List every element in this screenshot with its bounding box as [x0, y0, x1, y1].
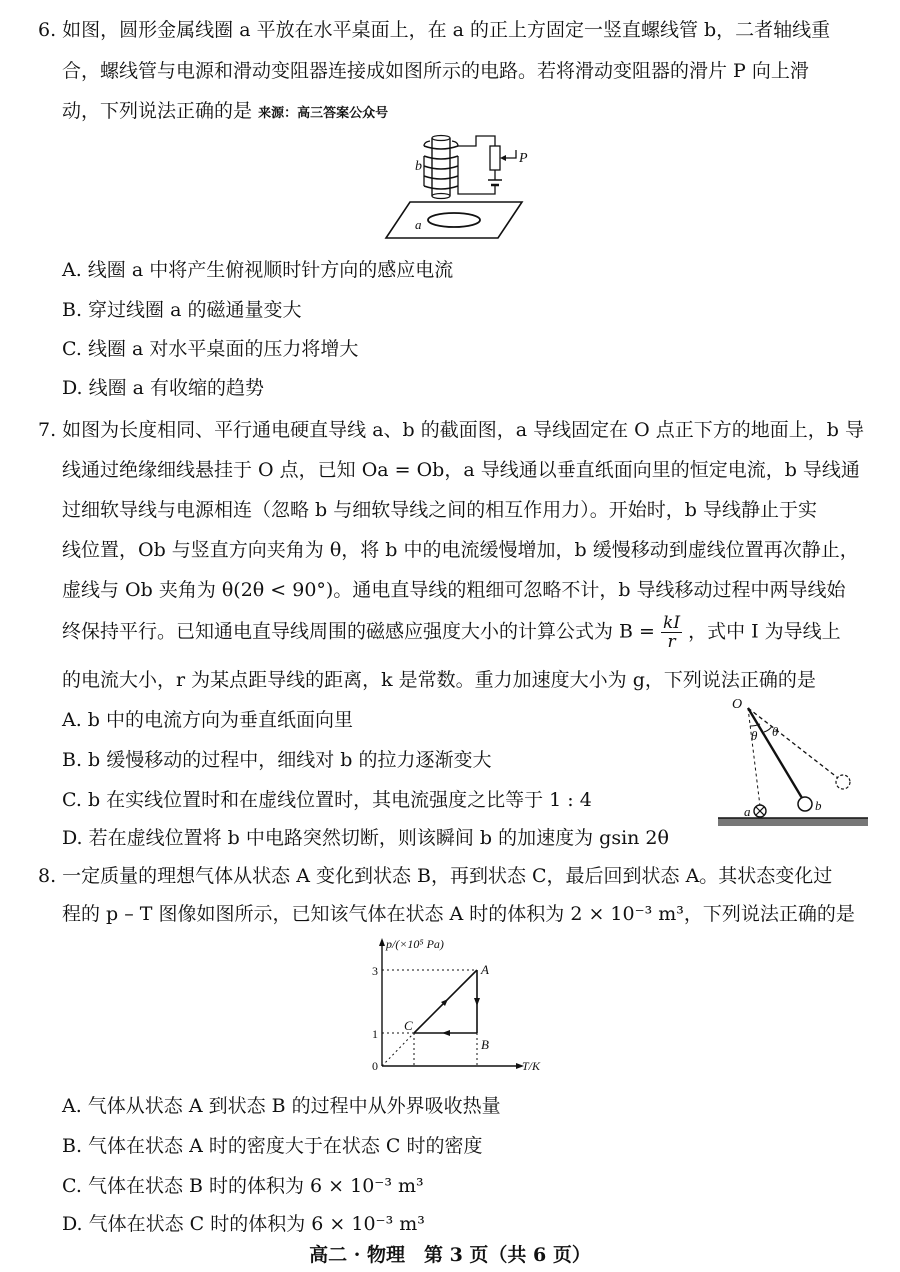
q7-stem-line2: 线通过绝缘细线悬挂于 O 点，已知 Oa = Ob，a 导线通以垂直纸面向里的恒定电流，b 导线通: [62, 459, 860, 481]
wire-b-dashed: [836, 775, 850, 789]
rheostat: [490, 146, 500, 170]
formula-numerator: kI: [663, 613, 681, 633]
q6-option-a: A. 线圈 a 中将产生俯视顺时针方向的感应电流: [62, 259, 454, 281]
label-O: O: [732, 697, 743, 712]
q6-option-c: C. 线圈 a 对水平桌面的压力将增大: [62, 338, 359, 360]
wire-b: [798, 797, 812, 811]
q8-stem-line1: 8. 一定质量的理想气体从状态 A 变化到状态 B，再到状态 C，最后回到状态 A。其状态变化过: [38, 865, 833, 887]
q7-option-a: A. b 中的电流方向为垂直纸面向里: [62, 709, 354, 731]
q8-option-a: A. 气体从状态 A 到状态 B 的过程中从外界吸收热量: [62, 1095, 501, 1117]
q7-option-c: C. b 在实线位置时和在虚线位置时，其电流强度之比等于 1 : 4: [62, 789, 592, 811]
q6-stem-line3-text: 动，下列说法正确的是: [62, 100, 253, 122]
q7-stem-line1: 7. 如图为长度相同、平行通电硬直导线 a、b 的截面图，a 导线固定在 O 点正下方的地面上，b 导: [38, 419, 864, 441]
q7-option-b: B. b 缓慢移动的过程中，细线对 b 的拉力逐渐变大: [62, 749, 492, 771]
y-tick-1: 1: [372, 1027, 378, 1041]
page-footer: 高二 · 物理 第 3 页（共 6 页）: [309, 1244, 591, 1266]
point-A-label: A: [481, 962, 489, 977]
q6-stem-line2: 合，螺线管与电源和滑动变阻器连接成如图所示的电路。若将滑动变阻器的滑片 P 向上滑: [62, 60, 809, 82]
q7-option-d: D. 若在虚线位置将 b 中电路突然切断，则该瞬间 b 的加速度为 gsin 2θ: [62, 827, 669, 849]
q7-stem-line3: 过细软导线与电源相连（忽略 b 与细软导线之间的相互作用力）。开始时，b 导线静止于实: [62, 499, 817, 521]
q7-figure-wires: [712, 694, 874, 834]
y-tick-0: 0: [372, 1059, 378, 1073]
source-note: 来源：高三答案公众号: [258, 106, 389, 121]
label-b-wire: b: [815, 798, 822, 813]
q8-stem-line2: 程的 p – T 图像如图所示，已知该气体在状态 A 时的体积为 2 × 10⁻³ m³，下列说法正确的是: [62, 903, 855, 925]
label-theta2: θ: [772, 724, 779, 739]
q8-option-d: D. 气体在状态 C 时的体积为 6 × 10⁻³ m³: [62, 1213, 425, 1235]
x-axis-label: T/K: [522, 1059, 541, 1073]
q7-line6-pre: 终保持平行。已知通电直导线周围的磁感应强度大小的计算公式为 B =: [62, 620, 655, 643]
q6-stem-line1: 6. 如图，圆形金属线圈 a 平放在水平桌面上，在 a 的正上方固定一竖直螺线管 b，二者轴线重: [38, 19, 831, 41]
q7-stem-line5: 虚线与 Ob 夹角为 θ(2θ < 90°)。通电直导线的粗细可忽略不计，b 导线移动过程中两导线始: [62, 579, 846, 601]
label-P: P: [519, 151, 528, 166]
y-axis-label: p/(×10⁵ Pa): [386, 937, 444, 951]
q6-figure-solenoid: [380, 132, 540, 244]
q8-option-c: C. 气体在状态 B 时的体积为 6 × 10⁻³ m³: [62, 1175, 424, 1197]
q7-stem-line7: 的电流大小，r 为某点距导线的距离，k 是常数。重力加速度大小为 g，下列说法正确的是: [62, 669, 816, 691]
q6-stem-line3: [62, 95, 388, 130]
q7-line6-post: ，式中 I 为导线上: [688, 620, 841, 643]
formula-denominator: r: [667, 632, 676, 652]
label-b: b: [415, 159, 422, 174]
label-theta1: θ: [751, 728, 758, 743]
table-plane: [386, 202, 522, 238]
formula-fraction: [661, 614, 682, 651]
q7-stem-line6: [62, 614, 841, 651]
q8-option-b: B. 气体在状态 A 时的密度大于在状态 C 时的密度: [62, 1135, 483, 1157]
q6-option-d: D. 线圈 a 有收缩的趋势: [62, 377, 265, 399]
q7-stem-line4: 线位置，Ob 与竖直方向夹角为 θ，将 b 中的电流缓慢增加，b 缓慢移动到虚线位置再次静止，: [62, 539, 859, 561]
point-B-label: B: [481, 1037, 489, 1052]
coil-a: [428, 213, 480, 227]
point-C-label: C: [404, 1018, 413, 1033]
label-a-wire: a: [744, 804, 751, 819]
q6-option-b: B. 穿过线圈 a 的磁通量变大: [62, 299, 302, 321]
y-tick-3: 3: [372, 964, 378, 978]
label-a: a: [415, 217, 422, 232]
q8-pt-graph: [352, 936, 552, 1076]
ground-hatch: [718, 818, 868, 826]
